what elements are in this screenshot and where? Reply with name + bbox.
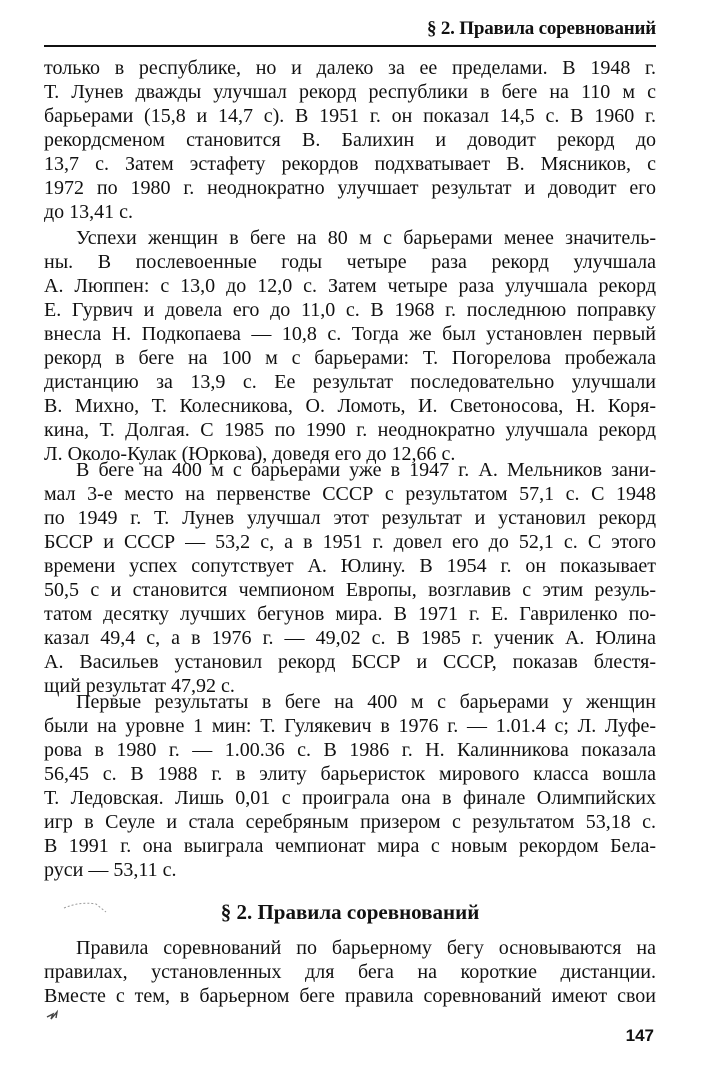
text-line: В 1991 г. она выиграла чемпионат мира с новым рекордом Бела- — [44, 835, 656, 857]
text-line: рекорд в беге на 100 м с барьерами: Т. Погорелова пробежала — [44, 347, 656, 369]
ink-speck — [44, 1008, 64, 1022]
text-line: были на уровне 1 мин: Т. Гулякевич в 1976 г. — 1.01.4 с; Л. Луфе- — [44, 715, 656, 737]
text-line: до 13,41 с. — [44, 201, 134, 223]
header-rule — [44, 45, 656, 47]
paragraph-3 — [44, 458, 656, 698]
text-line: Вместе с тем, в барьерном беге правила соревнований имеют свои — [44, 985, 656, 1007]
text-line: 56,45 с. В 1988 г. в элиту барьеристок мирового класса вошла — [44, 763, 656, 785]
text-line: Успехи женщин в беге на 80 м с барьерами менее значитель- — [76, 227, 656, 249]
text-line: только в республике, но и далеко за ее пределами. В 1948 г. — [44, 57, 656, 79]
text-line: Л. Около-Кулак (Юркова), доведя его до 12,66 с. — [44, 443, 456, 465]
running-head: § 2. Правила соревнований — [427, 18, 656, 39]
text-line: руси — 53,11 с. — [44, 859, 177, 881]
text-line: Т. Ледовская. Лишь 0,01 с проиграла она в финале Олимпийских — [44, 787, 656, 809]
text-line: А. Васильев установил рекорд БССР и СССР, показав блестя- — [44, 651, 656, 673]
text-line: татом десятку лучших бегунов мира. В 1971 г. Е. Гавриленко по- — [44, 603, 656, 625]
text-line: правилах, установленных для бега на короткие дистанции. — [44, 961, 656, 983]
text-line: рекордсменом становится В. Балихин и доводит рекорд до — [44, 129, 656, 151]
text-line: казал 49,4 с, а в 1976 г. — 49,02 с. В 1985 г. ученик А. Юлина — [44, 627, 656, 649]
paragraph-4 — [44, 690, 656, 882]
text-line: Е. Гурвич и довела его до 11,0 с. В 1968 г. последнюю поправку — [44, 299, 656, 321]
text-line: Т. Лунев дважды улучшал рекорд республики в беге на 110 м с — [44, 81, 656, 103]
text-line: мал 3-е место на первенстве СССР с результатом 57,1 с. С 1948 — [44, 483, 656, 505]
text-line: по 1949 г. Т. Лунев улучшал этот результат и установил рекорд — [44, 507, 656, 529]
text-line: В беге на 400 м с барьерами уже в 1947 г. А. Мельников зани- — [76, 459, 656, 481]
text-line: БССР и СССР — 53,2 с, а в 1951 г. довел его до 52,1 с. С этого — [44, 531, 656, 553]
paragraph-1 — [44, 56, 656, 224]
text-line: 50,5 с и становится чемпионом Европы, возглавив с этим резуль- — [44, 579, 656, 601]
page-number: 147 — [625, 1026, 654, 1045]
section-title: § 2. Правила соревнований — [220, 900, 480, 924]
text-line: внесла Н. Подкопаева — 10,8 с. Тогда же был установлен первый — [44, 323, 656, 345]
text-line: кина, Т. Долгая. С 1985 по 1990 г. неоднократно улучшала рекорд — [44, 419, 656, 441]
text-line: В. Михно, Т. Колесникова, О. Ломоть, И. Светоносова, Н. Коря- — [44, 395, 656, 417]
text-line: игр в Сеуле и стала серебряным призером с результатом 53,18 с. — [44, 811, 656, 833]
text-line: 13,7 с. Затем эстафету рекордов подхватывает В. Мясников, с — [44, 153, 656, 175]
text-line: ны. В послевоенные годы четыре раза рекорд улучшала — [44, 251, 656, 273]
text-line: щий результат 47,92 с. — [44, 675, 235, 697]
text-line: дистанцию за 13,9 с. Ее результат последовательно улучшали — [44, 371, 656, 393]
text-line: А. Люппен: с 13,0 до 12,0 с. Затем четыре раза улучшала рекорд — [44, 275, 656, 297]
text-line: времени успех сопутствует А. Юлину. В 1954 г. он показывает — [44, 555, 656, 577]
text-line: рова в 1980 г. — 1.00.36 с. В 1986 г. Н. Калинникова показала — [44, 739, 656, 761]
section-paragraph — [44, 936, 656, 1008]
text-line: Правила соревнований по барьерному бегу основываются на — [76, 937, 656, 959]
paragraph-2 — [44, 226, 656, 466]
text-line: барьерами (15,8 и 14,7 с). В 1951 г. он показал 14,5 с. В 1960 г. — [44, 105, 656, 127]
text-line: 1972 по 1980 г. неоднократно улучшает результат и доводит его — [44, 177, 656, 199]
text-line: Первые результаты в беге на 400 м с барьерами у женщин — [76, 691, 656, 713]
